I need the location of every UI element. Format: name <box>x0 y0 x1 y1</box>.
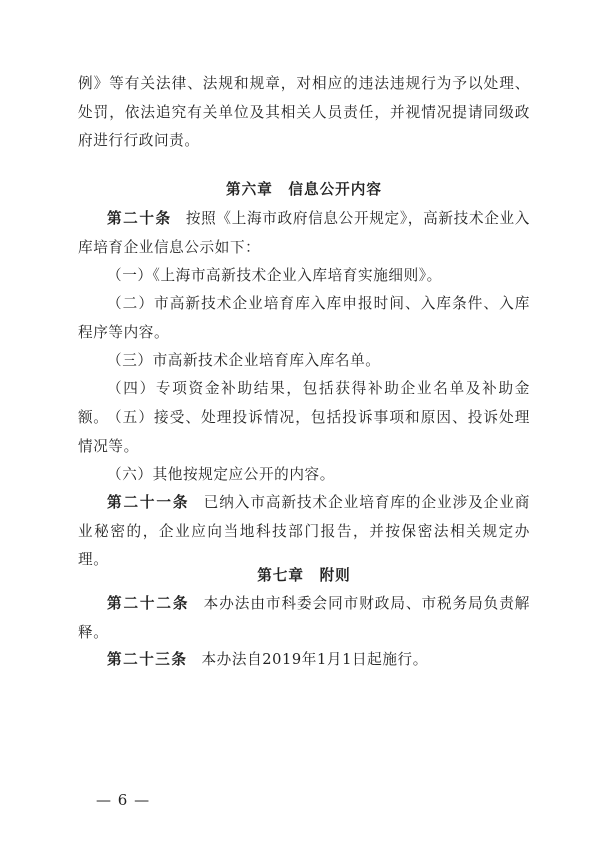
article-22-label: 第二十二条 <box>107 595 190 612</box>
intro-paragraph: 例》等有关法律、法规和规章，对相应的违法违规行为予以处理、处罚，依法追究有关单位及其相关人员责任，并视情况提请同级政府进行行政问责。 <box>78 75 530 149</box>
chapter-7-heading: 第七章 附则 <box>257 567 351 584</box>
list-item: （六）其他按规定应公开的内容。 <box>107 466 335 483</box>
list-item: （三）市高新技术企业培育库入库名单。 <box>107 352 381 369</box>
article-23 <box>78 646 530 675</box>
article-20 <box>78 205 530 262</box>
article-22 <box>78 590 530 647</box>
article-23-text: 本办法自2019年1月1日起施行。 <box>201 651 428 668</box>
list-item: （二）市高新技术企业培育库入库申报时间、入库条件、入库程序等内容。 <box>78 295 530 341</box>
article-21 <box>78 489 530 575</box>
article-20-text: 按照《上海市政府信息公开规定》，高新技术企业入库培育企业信息公示如下： <box>78 210 530 256</box>
article-21-text: 已纳入市高新技术企业培育库的企业涉及企业商业秘密的，企业应向当地科技部门报告，并按保密法相关规定办理。 <box>78 494 530 568</box>
article-20-label: 第二十条 <box>107 210 172 227</box>
article-22-text: 本办法由市科委会同市财政局、市税务局负责解释。 <box>78 595 530 641</box>
chapter-6-heading: 第六章 信息公开内容 <box>226 181 382 198</box>
list-item: （四）专项资金补助结果，包括获得补助企业名单及补助金额。 <box>78 380 530 426</box>
list-item: （一）《上海市高新技术企业入库培育实施细则》。 <box>107 267 442 284</box>
article-23-label: 第二十三条 <box>107 651 188 668</box>
page-number: — 6 — <box>96 791 151 809</box>
article-21-label: 第二十一条 <box>107 494 190 511</box>
list-item: （五）接受、处理投诉情况，包括投诉事项和原因、投诉处理情况等。 <box>78 409 530 455</box>
